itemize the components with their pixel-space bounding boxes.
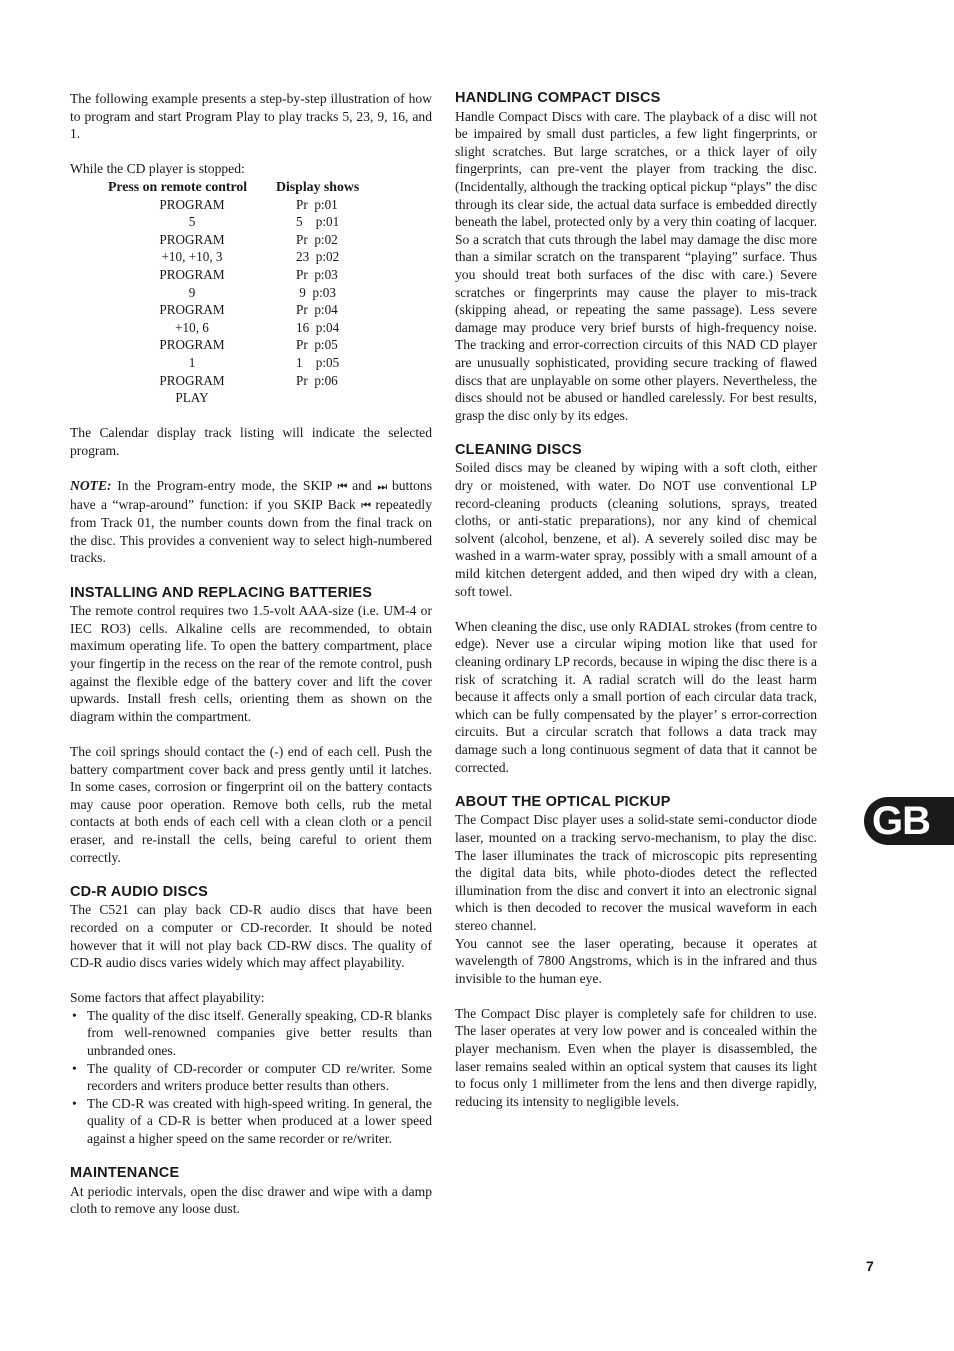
- cleaning-heading: CLEANING DISCS: [455, 441, 582, 458]
- optical-paragraph-2: You cannot see the laser operating, because it operates at wavelength of 7800 Angstroms, which is in the infrared and thus invisible to the human eye.: [455, 935, 817, 986]
- display-cell: Pr p:03: [296, 266, 338, 282]
- batteries-heading: INSTALLING AND REPLACING BATTERIES: [70, 584, 373, 601]
- press-cell: +10, +10, 3: [161, 249, 223, 265]
- display-cell: 9 p:03: [296, 284, 336, 300]
- press-cell: 9: [188, 284, 196, 300]
- maintenance-heading: MAINTENANCE: [70, 1165, 180, 1182]
- right-column: [455, 90, 817, 1110]
- calendar-paragraph: The Calendar display track listing will indicate the selected program.: [70, 425, 432, 458]
- optical-paragraph-1: The Compact Disc player uses a solid-state semi-conductor diode laser, mounted on a tracking servo-mechanism, to play the disc. The laser illuminates the track of microscopic pits representing the digital data bits, while photo-diodes detect the reflected illumination from the disc and convert it into an electronic signal which is then decoded to recover the musical waveform in each stereo channel.: [455, 812, 817, 933]
- display-cell: Pr p:05: [296, 337, 338, 353]
- optical-heading: ABOUT THE OPTICAL PICKUP: [455, 793, 671, 810]
- table-row: [108, 248, 359, 266]
- batteries-paragraph-2: The coil springs should contact the (-) end of each cell. Push the battery compartment cover back and press gently until it latches. In some cases, corrosion or fingerprint oil on the battery contacts may cause poor operation. Remove both cells, rub the metal contacts at both ends of each cell with a clean cloth or a pencil eraser, and re-install the cells, being careful to orient them correctly.: [70, 743, 432, 865]
- batteries-paragraph-1: The remote control requires two 1.5-volt AAA-size (i.e. UM-4 or IEC RO3) cells. Alkaline cells are recommended, to obtain maximum operating life. To open the battery compartment, place your fingertip in the recess on the rear of the remote control, push against the flexible edge of the battery cover and lift the cover upwards. Install fresh cells, orienting them as shown on the diagram within the compartment.: [70, 603, 432, 724]
- table-row: [108, 284, 359, 302]
- note-text-1: In the Program-entry mode, the SKIP: [111, 478, 338, 494]
- stopped-label: While the CD player is stopped:: [70, 161, 245, 177]
- press-cell: PROGRAM: [159, 196, 225, 212]
- skip-back-icon: ⏮: [361, 498, 370, 512]
- skip-next-icon: ⏭: [377, 480, 387, 494]
- handling-paragraph: Handle Compact Discs with care. The playback of a disc will not be impaired by small dust particles, a few light fingerprints, or slight scratches. But large scratches, or a thick layer of oily fingerprints, can pre-vent the player from tracking the disc. (Incidentally, although the tracking optical pickup “plays” the disc through its clear side, the actual data surface is embedded directly beneath the label, protected only by a very thin coating of lacquer. So a scratch that cuts through the label may damage the disc more than a similar scratch on the transparent “playing” surface. Thus you should treat both surfaces of the disc with care.) Severe scratches or fingerprints may cause the player to mis-track (skipping ahead, or repeating the same passage). Less severe damage may produce very brief bursts of high-frequency noise. The tracking and error-correction circuits of this NAD CD player are unusually sophisticated, providing secure tracking of flawed discs that are unplayable on some other players. Nevertheless, the discs should not be abused or handled carelessly. For best results, grasp the disc only by its edges.: [455, 108, 817, 423]
- cdr-factors-label: Some factors that affect playability:: [70, 990, 265, 1006]
- press-cell: +10, 6: [175, 319, 209, 335]
- handling-heading: HANDLING COMPACT DISCS: [455, 90, 661, 106]
- optical-paragraph-3: The Compact Disc player is completely safe for children to use. The laser operates at very low power and is concealed within the player mechanism. Even when the player is disassembled, the laser remains sealed within an optical system that causes its light to focus only 1 millimeter from the lens and then diverge rapidly, reducing its intensity to negligible levels.: [455, 1005, 817, 1109]
- note-text-4: repeatedly from Track 01, the number counts down from the final track on the disc. This provides a convenient way to select high-numbered tracks.: [70, 496, 432, 566]
- list-item: • The quality of CD-recorder or computer CD re/writer. Some recorders and writers produce better results than others.: [70, 1060, 432, 1095]
- table-row: [108, 266, 359, 284]
- display-cell: 1 p:05: [296, 354, 340, 370]
- table-row: [108, 301, 359, 319]
- header-display: Display shows: [276, 178, 360, 194]
- language-tab: GB: [864, 797, 954, 845]
- intro-paragraph: The following example presents a step-by-step illustration of how to program and start Program Play to play tracks 5, 23, 9, 16, and 1.: [70, 91, 432, 142]
- press-cell: 5: [188, 214, 196, 230]
- cdr-heading: CD-R AUDIO DISCS: [70, 883, 208, 900]
- table-row: [108, 319, 359, 337]
- press-cell: PLAY: [175, 390, 209, 406]
- press-cell: 1: [188, 354, 196, 370]
- display-cell: 16 p:04: [296, 319, 340, 335]
- list-item: • The CD-R was created with high-speed writing. In general, the quality of a CD-R is better when produced at a lower speed against a higher speed on the same recorder or re/writer.: [70, 1095, 432, 1148]
- skip-previous-icon: ⏮: [337, 480, 347, 494]
- display-cell: Pr p:02: [296, 231, 338, 247]
- note-text-2: and: [346, 478, 378, 494]
- table-row: [108, 336, 359, 354]
- table-row: [108, 389, 359, 407]
- program-table: [108, 178, 359, 407]
- cdr-factors-list: [70, 1007, 432, 1148]
- display-cell: Pr p:01: [296, 196, 338, 212]
- display-cell: Pr p:06: [296, 372, 338, 388]
- table-row: [108, 231, 359, 249]
- press-cell: PROGRAM: [159, 337, 225, 353]
- page-number: 7: [866, 1258, 874, 1274]
- table-row: [108, 372, 359, 390]
- display-cell: 23 p:02: [296, 249, 340, 265]
- display-cell: [276, 389, 359, 407]
- table-row: [108, 354, 359, 372]
- program-table-header: [108, 178, 359, 196]
- note-paragraph: [70, 477, 432, 567]
- maintenance-paragraph: At periodic intervals, open the disc drawer and wipe with a damp cloth to remove any loose dust.: [70, 1183, 432, 1217]
- press-cell: PROGRAM: [159, 266, 225, 282]
- note-label: NOTE:: [70, 478, 112, 494]
- press-cell: PROGRAM: [159, 231, 225, 247]
- cdr-paragraph-1: The C521 can play back CD-R audio discs that have been recorded on a computer or CD-recorder. It should be noted however that it will not play back CD-RW discs. The quality of CD-R audio discs varies widely which may affect playability.: [70, 902, 432, 971]
- press-cell: PROGRAM: [159, 302, 225, 318]
- display-cell: 5 p:01: [296, 214, 340, 230]
- cleaning-paragraph-1: Soiled discs may be cleaned by wiping with a soft cloth, either dry or moistened, with water. Do NOT use conventional LP record-cleaning products (cleaning solutions, sprays, treated cloths, or anti-static preparations), nor any kind of chemical solvent (alcohol, benzene, et al). A severely soiled disc may be washed in a warm-water spray, possibly with a small amount of a mild kitchen detergent added, and then wiped dry with a clean, soft towel.: [455, 460, 817, 599]
- header-press: Press on remote control: [108, 178, 248, 194]
- table-row: [108, 196, 359, 214]
- program-table-body: [108, 196, 359, 407]
- table-row: [108, 213, 359, 231]
- display-cell: Pr p:04: [296, 302, 338, 318]
- left-column: [70, 90, 432, 1218]
- note-text-3: buttons have a “wrap-around” function: if you SKIP Back: [70, 478, 432, 512]
- cleaning-paragraph-2: When cleaning the disc, use only RADIAL strokes (from centre to edge). Never use a circular wiping motion like that used for cleaning ordinary LP records, because in wiping the disc there is a risk of scratching it. A radial scratch will do the least harm because it affects only a small portion of each circular data track, which can be fully compensated by the player’ s error-correction circuits. But a circular scratch that follows a data track may damage such a long continuous segment of data that it cannot be corrected.: [455, 618, 817, 775]
- list-item: • The quality of the disc itself. Generally speaking, CD-R blanks from well-renowned companies give better results than unbranded ones.: [70, 1007, 432, 1060]
- press-cell: PROGRAM: [159, 372, 225, 388]
